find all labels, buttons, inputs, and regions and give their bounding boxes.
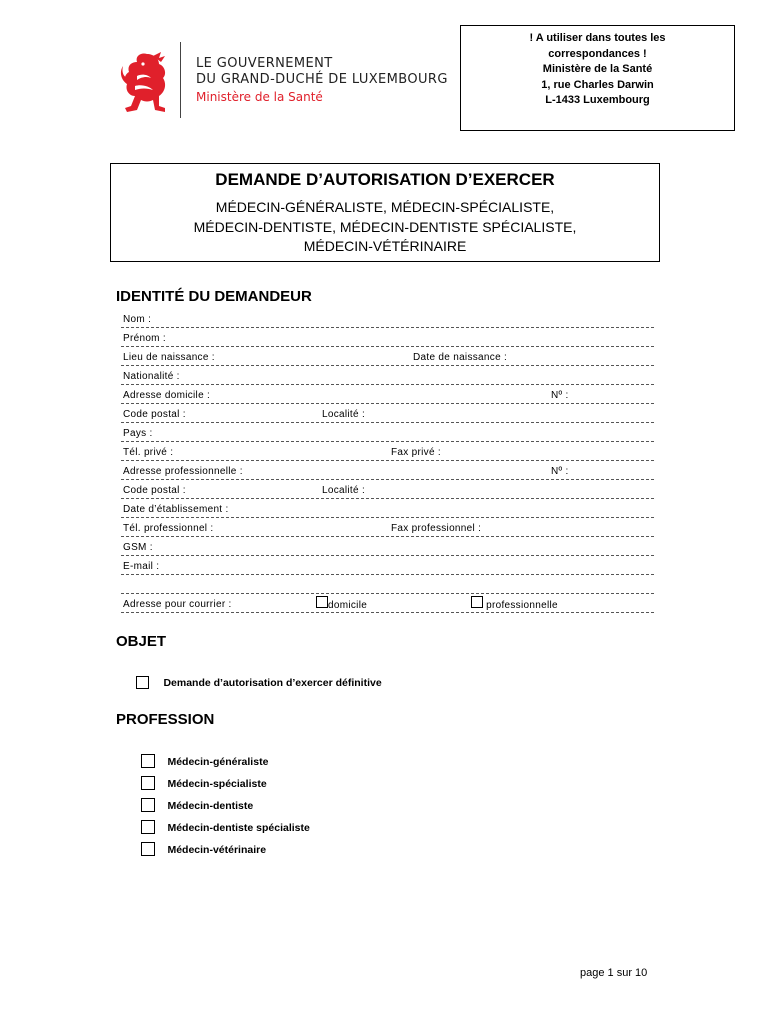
professionnelle-checkbox[interactable] bbox=[471, 596, 483, 608]
dentiste-label: Médecin-dentiste bbox=[167, 800, 254, 812]
date-naissance-label[interactable]: Date de naissance : bbox=[413, 352, 508, 363]
profession-option-veterinaire[interactable] bbox=[141, 840, 266, 858]
fax-pro-label[interactable]: Fax professionnel : bbox=[391, 523, 482, 534]
ministry-name: Ministère de la Santé bbox=[196, 90, 323, 104]
address-line: Ministère de la Santé bbox=[542, 63, 653, 75]
definitive-label: Demande d’autorisation d’exercer définitive bbox=[163, 677, 382, 689]
profession-option-specialiste[interactable] bbox=[141, 774, 267, 792]
private-phone-row bbox=[121, 442, 654, 461]
date-etablissement-field[interactable] bbox=[121, 499, 654, 518]
address-line: correspondances ! bbox=[548, 47, 647, 60]
birth-row bbox=[121, 347, 654, 366]
email-label: E-mail : bbox=[123, 561, 160, 572]
specialiste-checkbox[interactable] bbox=[141, 776, 155, 790]
profession-option-dentiste-specialiste[interactable] bbox=[141, 818, 310, 836]
domicile-checkbox[interactable] bbox=[316, 596, 328, 608]
date-etablissement-label: Date d’établissement : bbox=[123, 504, 229, 515]
profession-heading: PROFESSION bbox=[116, 711, 215, 728]
identity-heading: IDENTITÉ DU DEMANDEUR bbox=[116, 288, 312, 305]
prenom-field[interactable] bbox=[121, 328, 654, 347]
gsm-label: GSM : bbox=[123, 542, 153, 553]
form-title: DEMANDE D’AUTORISATION D’EXERCER bbox=[215, 170, 555, 189]
domicile-option[interactable] bbox=[316, 598, 367, 611]
prenom-label: Prénom : bbox=[123, 333, 166, 344]
blank-line bbox=[121, 575, 654, 594]
subtitle-line: MÉDECIN-DENTISTE, MÉDECIN-DENTISTE SPÉCIALISTE, bbox=[193, 218, 577, 235]
dentiste-specialiste-checkbox[interactable] bbox=[141, 820, 155, 834]
lieu-naissance-label[interactable]: Lieu de naissance : bbox=[123, 352, 215, 363]
form-subtitle bbox=[111, 198, 659, 257]
profession-option-dentiste[interactable] bbox=[141, 796, 253, 814]
tel-prive-label[interactable]: Tél. privé : bbox=[123, 447, 174, 458]
veterinaire-label: Médecin-vétérinaire bbox=[167, 844, 267, 856]
gsm-field[interactable] bbox=[121, 537, 654, 556]
adresse-domicile-label[interactable]: Adresse domicile : bbox=[123, 390, 211, 401]
numero-label[interactable]: Nº : bbox=[551, 390, 569, 401]
veterinaire-checkbox[interactable] bbox=[141, 842, 155, 856]
specialiste-label: Médecin-spécialiste bbox=[167, 778, 267, 790]
dentiste-specialiste-label: Médecin-dentiste spécialiste bbox=[167, 822, 310, 834]
nom-field[interactable] bbox=[121, 309, 654, 328]
code-postal-label[interactable]: Code postal : bbox=[123, 409, 186, 420]
domicile-label: domicile bbox=[328, 600, 368, 611]
code-postal-pro-label[interactable]: Code postal : bbox=[123, 485, 186, 496]
pays-label: Pays : bbox=[123, 428, 153, 439]
generaliste-label: Médecin-généraliste bbox=[167, 756, 269, 768]
professionnelle-label: professionnelle bbox=[486, 600, 558, 611]
form-title-box bbox=[110, 163, 660, 262]
tel-pro-label[interactable]: Tél. professionnel : bbox=[123, 523, 214, 534]
pro-locality-row bbox=[121, 480, 654, 499]
government-name-line1: LE GOUVERNEMENT bbox=[196, 56, 333, 71]
dentiste-checkbox[interactable] bbox=[141, 798, 155, 812]
subtitle-line: MÉDECIN-GÉNÉRALISTE, MÉDECIN-SPÉCIALISTE, bbox=[215, 199, 555, 215]
home-address-row bbox=[121, 385, 654, 404]
objet-option-definitive[interactable] bbox=[136, 673, 382, 691]
government-name-line2: DU GRAND-DUCHÉ DE LUXEMBOURG bbox=[196, 72, 448, 87]
adresse-pro-label[interactable]: Adresse professionnelle : bbox=[123, 466, 243, 477]
professionnelle-option[interactable] bbox=[471, 598, 558, 611]
localite-label[interactable]: Localité : bbox=[322, 409, 366, 420]
definitive-checkbox[interactable] bbox=[136, 676, 149, 689]
adresse-courrier-label: Adresse pour courrier : bbox=[123, 599, 232, 610]
generaliste-checkbox[interactable] bbox=[141, 754, 155, 768]
nationalite-label: Nationalité : bbox=[123, 371, 180, 382]
luxembourg-lion-logo bbox=[117, 50, 173, 116]
objet-heading: OBJET bbox=[116, 633, 167, 650]
localite-pro-label[interactable]: Localité : bbox=[322, 485, 366, 496]
pro-phone-row bbox=[121, 518, 654, 537]
email-field[interactable] bbox=[121, 556, 654, 575]
nom-label: Nom : bbox=[123, 314, 152, 325]
page-number: page 1 sur 10 bbox=[580, 967, 648, 979]
numero-pro-label[interactable]: Nº : bbox=[551, 466, 569, 477]
address-line: 1, rue Charles Darwin bbox=[541, 78, 654, 91]
home-locality-row bbox=[121, 404, 654, 423]
mailing-address-row bbox=[121, 594, 654, 613]
address-line: ! A utiliser dans toutes les bbox=[529, 32, 666, 44]
nationalite-field[interactable] bbox=[121, 366, 654, 385]
subtitle-line: MÉDECIN-VÉTÉRINAIRE bbox=[303, 238, 467, 254]
header-divider bbox=[180, 42, 181, 118]
correspondence-address-box bbox=[460, 25, 735, 131]
pays-field[interactable] bbox=[121, 423, 654, 442]
fax-prive-label[interactable]: Fax privé : bbox=[391, 447, 441, 458]
pro-address-row bbox=[121, 461, 654, 480]
profession-option-generaliste[interactable] bbox=[141, 752, 268, 770]
address-line: L-1433 Luxembourg bbox=[545, 94, 650, 106]
